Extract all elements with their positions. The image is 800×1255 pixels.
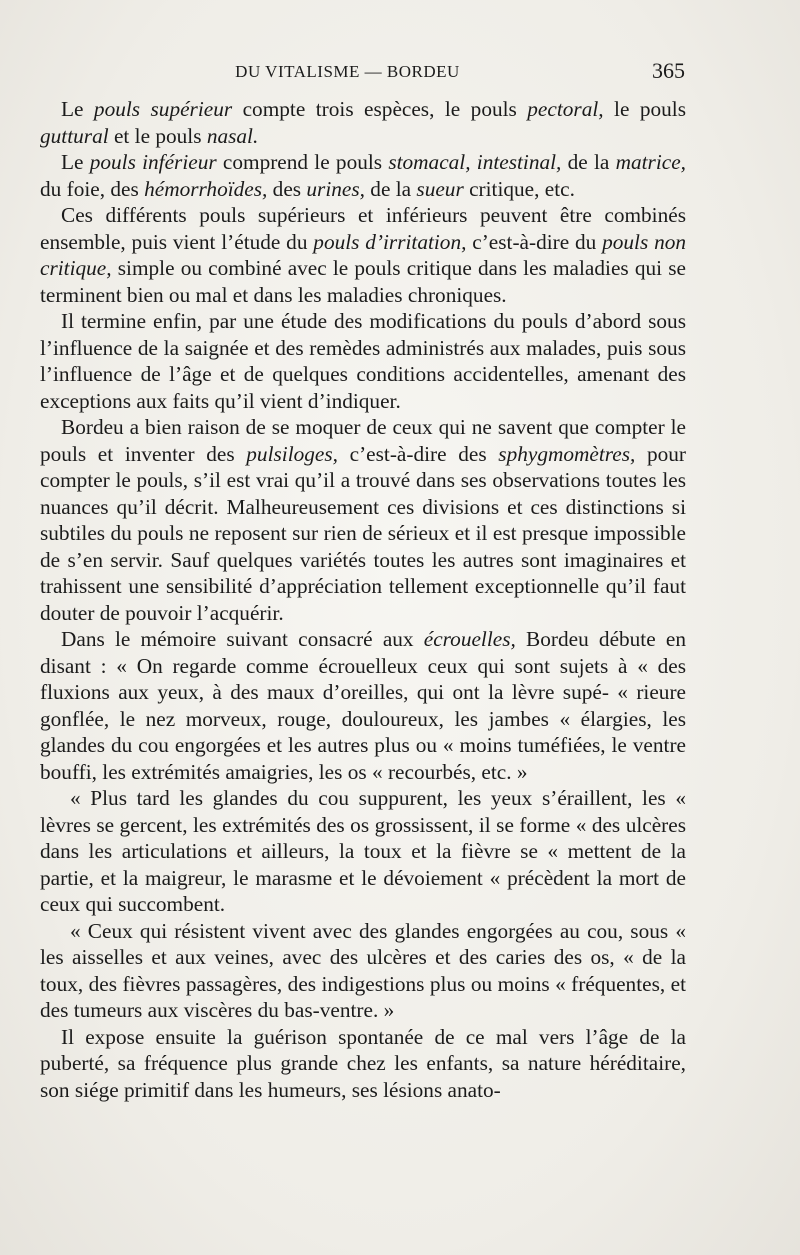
text-run: de la <box>364 176 417 201</box>
italic-text-run: pectoral, <box>527 97 604 121</box>
italic-text-run: pouls non critique, <box>40 229 687 280</box>
text-run: simple ou combiné avec le pouls critique dans les maladies qui se terminent bien ou mal et dans les maladies chroniques. <box>40 256 686 307</box>
text-run: Ces différents pouls supérieurs et inférieurs peuvent être combinés ensemble, puis vient l’étude du <box>40 203 686 254</box>
page-number: 365 <box>652 58 685 83</box>
italic-text-run: pouls d’irritation, <box>313 229 467 254</box>
text-run: « Plus tard les glandes du cou suppurent, les yeux s’éraillent, les « lèvres se gercent, les extrémités des os grossissent, il se forme « des ulcères dans les articulations et ailleurs, la toux et la fièvre se « mettent de la partie, et la maigreur, le marasme et le dévoiement « précèdent la mort de ceux qui succombent. <box>40 786 686 916</box>
italic-text-run: pouls inférieur <box>89 150 217 174</box>
text-run: des <box>267 176 307 201</box>
paragraph <box>40 308 686 414</box>
paragraph <box>40 414 686 626</box>
text-run: comprend le pouls <box>216 150 389 174</box>
italic-text-run: sueur <box>416 176 464 201</box>
text-run: Bordeu débute en disant : « On regarde comme écrouelleux ceux qui sont sujets à « des fluxions aux yeux, à des maux d’oreilles, qui ont la lèvre supé- « rieure gonflée, le nez morveux, rouge, douloureux, les jambes « élargies, les glandes du cou engorgées et les autres plus ou « moins tuméfiées, le ventre bouffi, les extrémités amaigries, les os « recourbés, etc. » <box>40 627 686 784</box>
italic-text-run: hémorrhoïdes, <box>144 176 268 201</box>
text-run: c’est-à-dire du <box>466 229 603 254</box>
italic-text-run: écrouelles, <box>423 627 516 651</box>
italic-text-run: sphygmomètres, <box>498 441 636 466</box>
italic-text-run: nasal. <box>206 123 259 148</box>
text-run: Il expose ensuite la guérison spontanée de ce mal vers l’âge de la puberté, sa fréquence plus grande chez les enfants, sa nature héréditaire, son siége primitif dans les humeurs, ses lésions anato- <box>40 1024 686 1102</box>
text-run: c’est-à-dire des <box>337 441 499 466</box>
text-run: le pouls <box>603 97 686 121</box>
italic-text-run: pulsiloges, <box>246 441 338 466</box>
italic-text-run: stomacal, intestinal, <box>388 150 562 174</box>
paragraph <box>40 96 686 149</box>
text-run: Dans le mémoire suivant consacré aux <box>61 627 424 651</box>
text-run: compte trois espèces, le pouls <box>232 97 528 121</box>
text-run: Il termine enfin, par une étude des modifications du pouls d’abord sous l’influence de la saignée et des remèdes administrés aux malades, puis sous l’influence de l’âge et de quelques conditions accidentelles, amenant des exceptions aux faits qu’il vient d’indiquer. <box>40 309 686 413</box>
paragraph-quotation <box>40 785 686 918</box>
running-title: DU VITALISME — BORDEU <box>235 62 460 81</box>
body-text <box>40 96 686 1103</box>
paragraph-quotation <box>40 918 686 1024</box>
text-run: Le <box>61 97 94 121</box>
running-head <box>40 58 685 90</box>
text-run: et le pouls <box>108 123 207 148</box>
paragraph <box>40 1024 686 1104</box>
text-run: Bordeu a bien raison de se moquer de ceux qui ne savent que compter le pouls et inventer des <box>40 415 686 466</box>
text-run: pour compter le pouls, s’il est vrai qu’il a trouvé dans ses observations toutes les nuances qu’il décrit. Malheureusement ces divisions et ces distinctions si subtiles du pouls ne reposent sur rien de sérieux et il est presque impossible de s’en servir. Sauf quelques variétés toutes les autres sont imaginaires et trahissent une sensibilité d’appréciation tellement exceptionnelle qu’il faut douter de pouvoir l’acquérir. <box>40 441 686 625</box>
text-run: critique, etc. <box>463 176 575 201</box>
paragraph <box>40 202 686 308</box>
text-run: du foie, des <box>40 176 145 201</box>
italic-text-run: matrice, <box>615 150 686 174</box>
italic-text-run: guttural <box>40 123 109 148</box>
paragraph <box>40 149 686 202</box>
paragraph <box>40 626 686 785</box>
text-run: Le <box>61 150 90 174</box>
italic-text-run: urines, <box>306 176 365 201</box>
text-run: « Ceux qui résistent vivent avec des glandes engorgées au cou, sous « les aisselles et aux veines, avec des ulcères et des caries des os, « de la toux, des fièvres passagères, des indigestions plus ou moins « fréquentes, et des tumeurs aux viscères du bas-ventre. » <box>40 918 686 1022</box>
italic-text-run: pouls supérieur <box>93 97 233 121</box>
text-run: de la <box>561 150 616 174</box>
